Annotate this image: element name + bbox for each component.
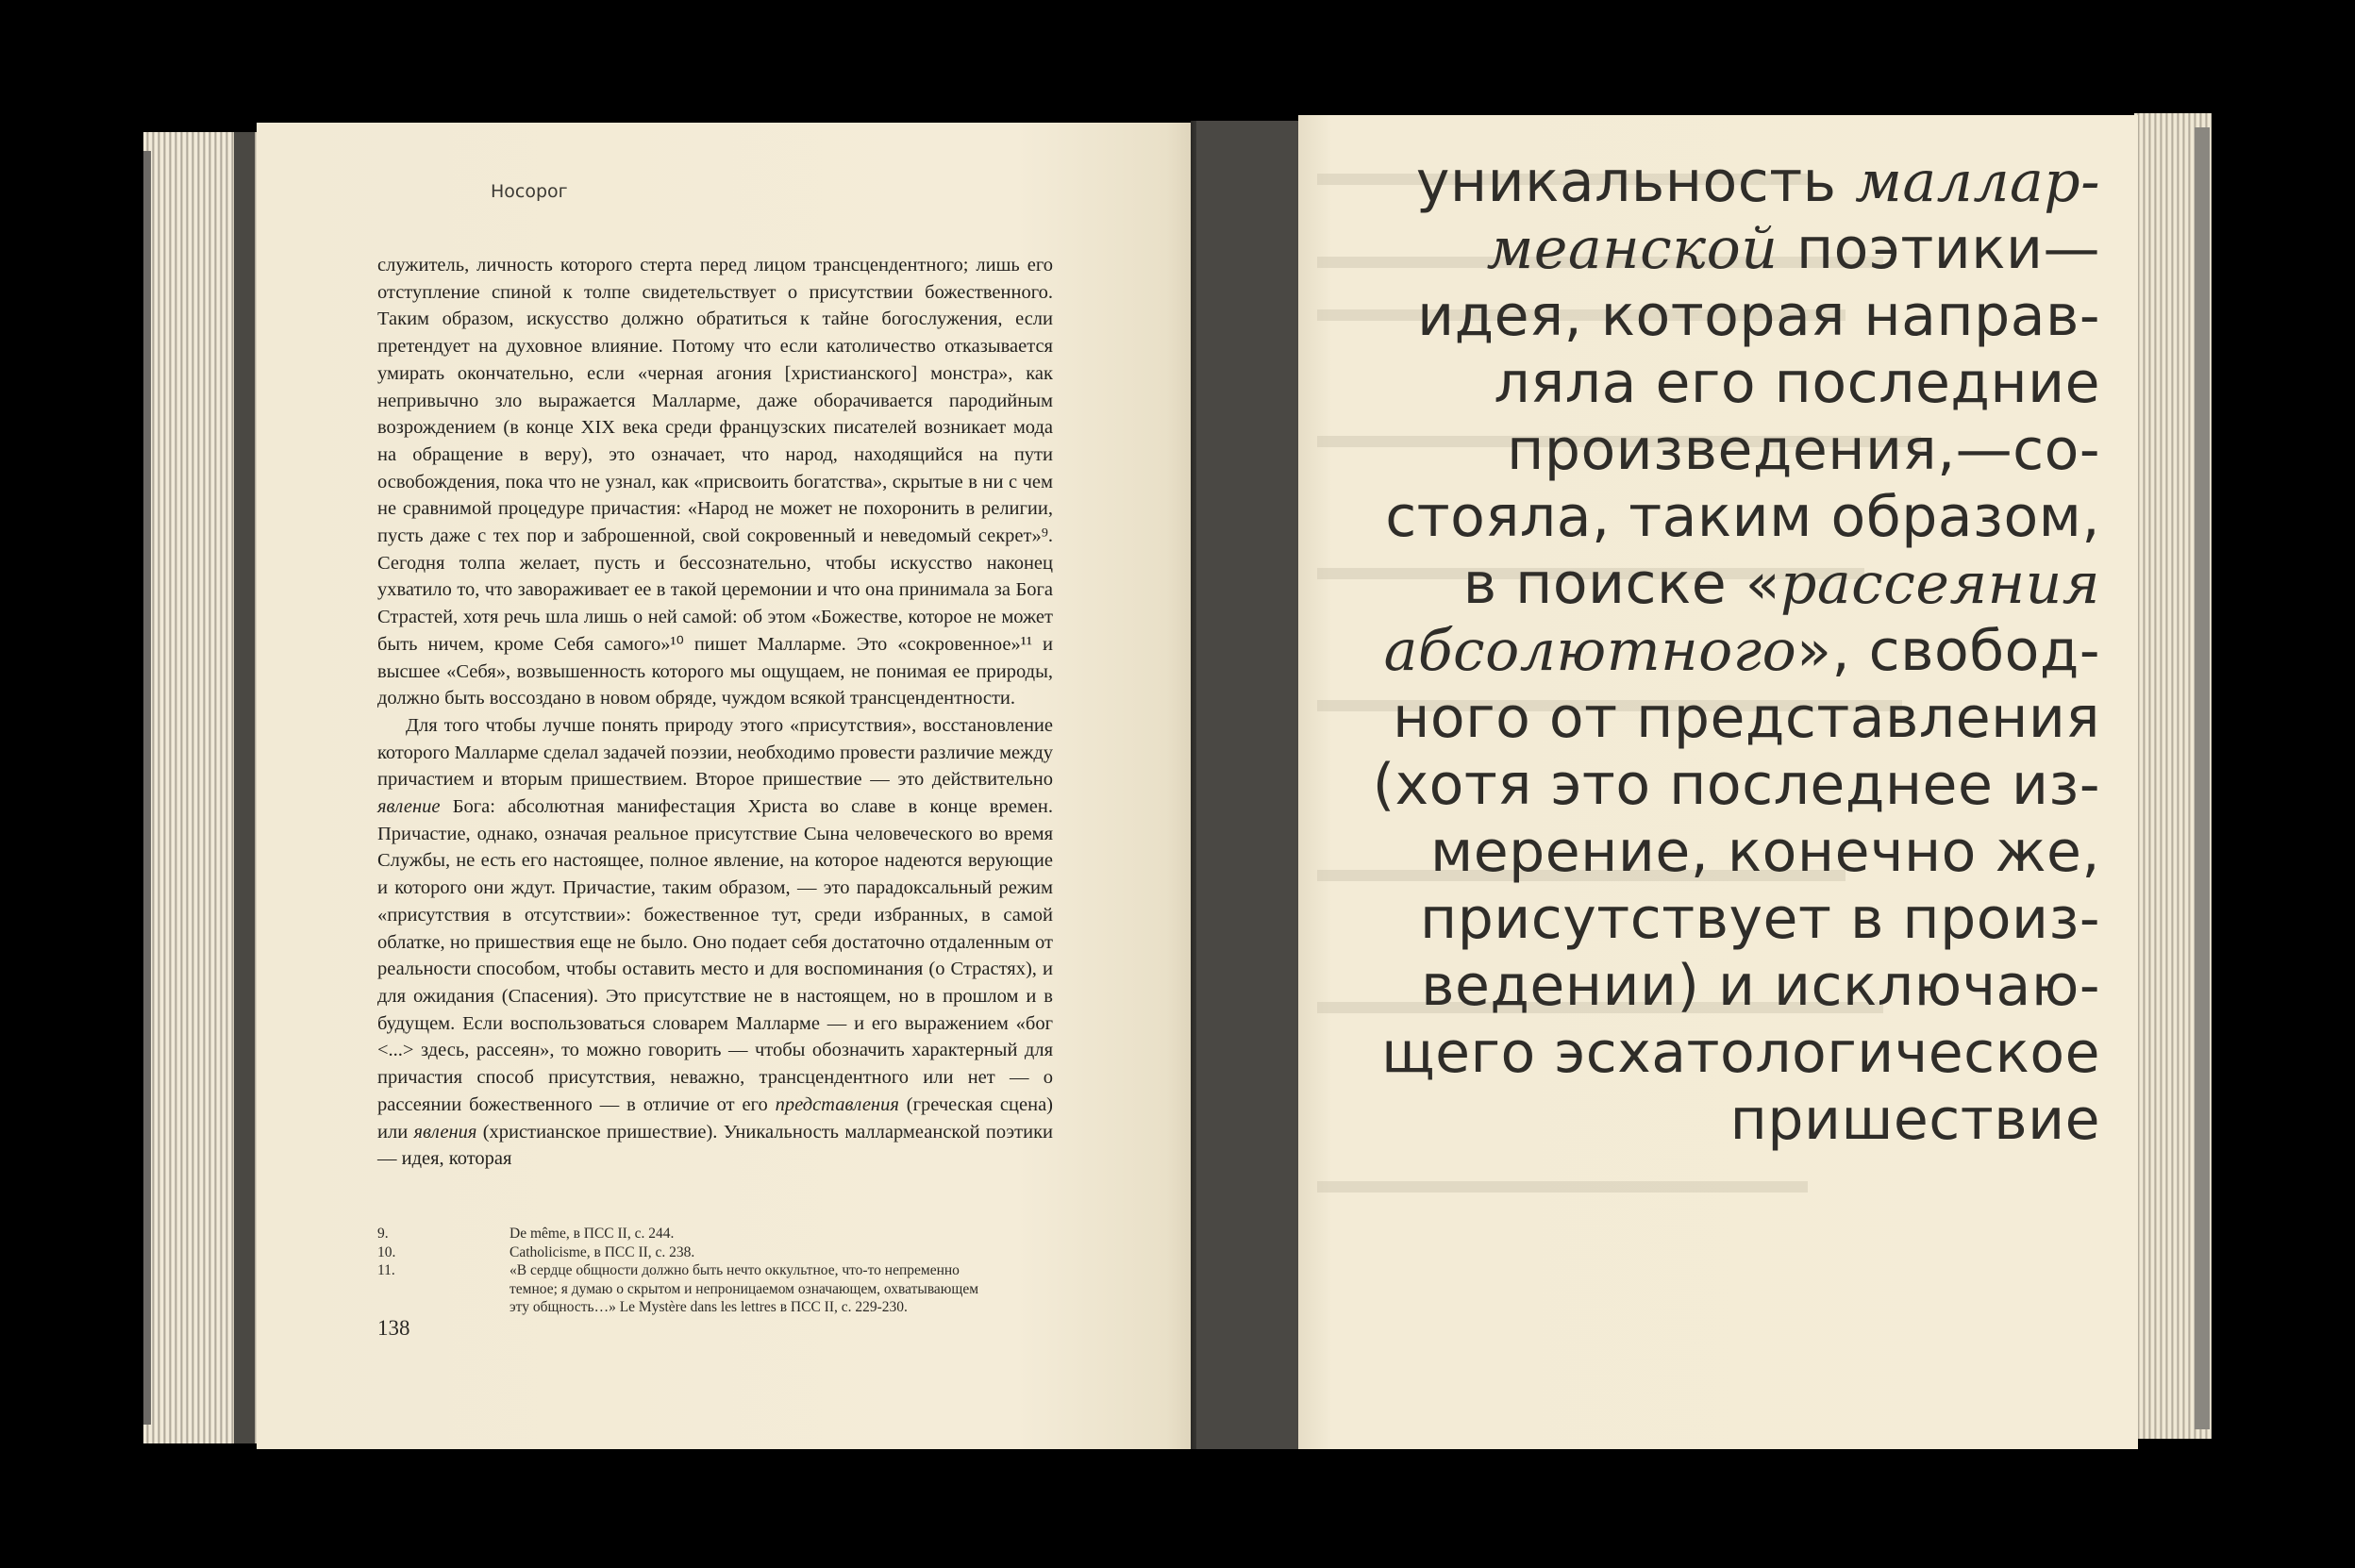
- pull-quote-line: меанской поэтики—: [1486, 216, 2100, 282]
- show-through: [1317, 1181, 1808, 1193]
- pull-quote-line: абсолютного», свобод-: [1383, 618, 2100, 684]
- right-cover-edge: [2195, 127, 2210, 1429]
- pull-quote-line: ведении) и исключаю-: [1421, 953, 2100, 1019]
- left-page: [257, 123, 1204, 1449]
- pull-quote-line: пришествие: [1729, 1087, 2100, 1153]
- emphasis-yavleniya: явления: [413, 1121, 477, 1143]
- main-text: [377, 252, 1053, 1173]
- pull-quote-line: уникальность маллар-: [1415, 149, 2100, 215]
- left-cover-edge: [143, 151, 151, 1425]
- pull-quote-line: стояла, таким образом,: [1385, 484, 2100, 550]
- footnote-text: De même, в ПСС II, с. 244.: [509, 1226, 675, 1242]
- pull-quote-line: щего эсхатологическое: [1381, 1020, 2100, 1086]
- footnote-text: Catholicisme, в ПСС II, с. 238.: [509, 1243, 695, 1260]
- footnote-text: «В сердце общности должно быть нечто оккультное, что-то непременно темное; я думаю о скрытом и непроницаемом означающем, охватывающем эту общность…» Le Mystère dans les lettres в ПСС II, с. 229-230.: [509, 1262, 979, 1315]
- paragraph-1: служитель, личность которого стерта перед лицом трансцендентного; лишь его отступление спиной к толпе свидетельствует о присутствии божественного. Таким образом, искусство должно обратиться к тайне богослужения, если претендует на духовное влияние. Потому что если католичество отказывается умирать окончательно, если «черная агония [христианского] монстра», как непривычно зло выражается Малларме, даже оборачивается пародийным возрождением (в конце XIX века среди французских писателей возникает мода на обращение в веру), это означает, что народ, находящийся на пути освобождения, пока что не узнал, как «присвоить богатства», скрытые в ни с чем не сравнимой процедуре причастия: «Народ не может не похоронить в религии, пусть даже с тех пор и заброшенной, свой сокровенный и неведомый секрет»⁹. Сегодня толпа желает, пусть и бессознательно, чтобы искусство наконец ухватило то, что завораживает ее в такой церемонии и что она принимала за Бога Страстей, хотя речь шла лишь о ней самой: об этом «Божестве, которое не может быть ничем, кроме Себя самого»¹⁰ пишет Малларме. Это «сокровенное»¹¹ и высшее «Себя», возвышенность которого мы ощущаем, не понимая ее природы, должно быть воссоздано в новом обряде, чуждом всякой трансцендентности.: [377, 255, 1053, 709]
- footnote-number: 9.: [377, 1226, 389, 1242]
- gutter-strip: [1196, 121, 1300, 1449]
- pull-quote-line: ного от представления: [1393, 685, 2100, 751]
- footnote: [377, 1261, 981, 1317]
- emphasis-predstavleniya: представления: [775, 1093, 899, 1115]
- right-page: [1298, 115, 2138, 1449]
- footnote: [377, 1243, 981, 1262]
- pull-quote-line: мерение, конечно же,: [1429, 819, 2100, 885]
- emphasis-yavlenie: явление: [377, 796, 441, 818]
- footnote: [377, 1225, 981, 1243]
- pull-quote-line: присутствует в произ-: [1419, 886, 2100, 952]
- page-number: 138: [377, 1316, 410, 1340]
- footnote-number: 10.: [377, 1243, 396, 1260]
- pull-quote-line: (хотя это последнее из-: [1372, 752, 2100, 818]
- pull-quote-line: в поиске «рассеяния: [1462, 551, 2100, 617]
- footnotes: [377, 1225, 981, 1317]
- paragraph-2: Для того чтобы лучше понять природу этого «присутствия», восстановление которого Малларме сделал задачей поэзии, необходимо провести различие между причастием и вторым пришествием. Второе пришествие — это действительно явление Бога: абсолютная манифестация Христа во славе в конце времен. Причастие, однако, означая реальное присутствие Сына человеческого во время Службы, не есть его настоящее, полное явление, на которое надеются верующие и которого они ждут. Причастие, таким образом, — это парадоксальный режим «присутствия в отсутствии»: божественное тут, среди избранных, в самой облатке, но пришествия еще не было. Оно подает себя достаточно отдаленным от реальности способом, чтобы оставить место и для воспоминания (о Страстях), и для ожидания (Спасения). Это присутствие не в настоящем, но в прошлом и в будущем. Если воспользоваться словарем Малларме — и его выражением «бог <...> здесь, рассеян», то можно говорить — чтобы обозначить характерный для причастия способ присутствия, неважно, трансцендентного или нет — о рассеянии божественного — в отличие от его представления (греческая сцена) или явления (христианское пришествие). Уникальность маллармеанской поэтики — идея, которая: [377, 714, 1053, 1170]
- running-head: Носорог: [491, 181, 568, 202]
- footnote-number: 11.: [377, 1262, 395, 1278]
- pull-quote-line: ляла его последние: [1494, 350, 2100, 416]
- left-edge-dark-band: [234, 132, 255, 1443]
- pull-quote: [1289, 149, 2100, 1154]
- pull-quote-line: идея, которая направ-: [1417, 283, 2100, 349]
- pull-quote-line: произведения,—со-: [1507, 417, 2100, 483]
